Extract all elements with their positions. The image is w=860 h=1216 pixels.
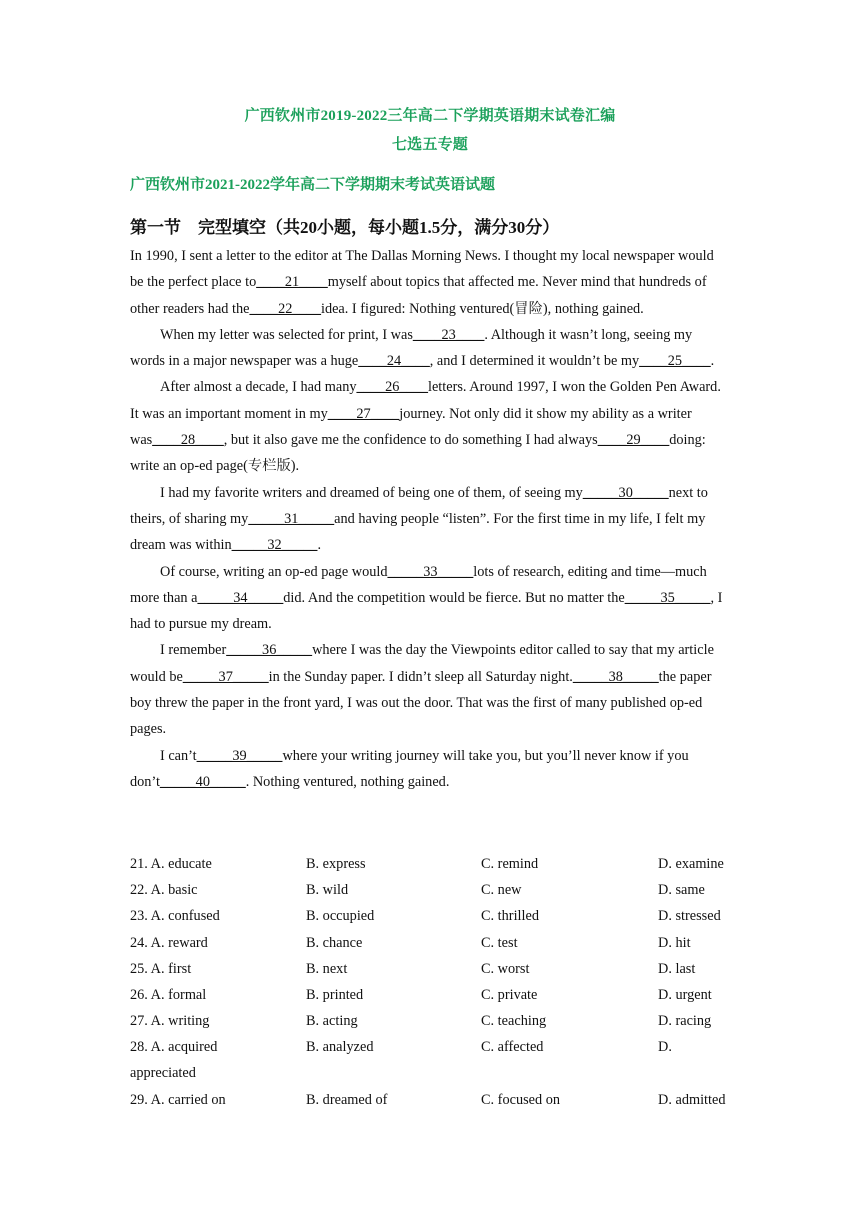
option-c: C. private bbox=[481, 986, 538, 1003]
exam-title: 广西钦州市2021-2022学年高二下学期期末考试英语试题 bbox=[130, 177, 495, 193]
paragraph-5: Of course, writing an op-ed page would_____33_____lots of research, editing and time—much more than a_____34_____did. And the competition would be fierce. But no matter the_____35_____, I had to pursue my dream. bbox=[130, 563, 723, 633]
blank-36: _____36_____ bbox=[226, 642, 313, 659]
option-row-22: 22. A. basic B. wild C. new D. same bbox=[130, 877, 740, 903]
blank-25: ____25____ bbox=[639, 353, 711, 370]
blank-28: ____28____ bbox=[152, 432, 224, 449]
option-a: A. educate bbox=[150, 856, 212, 872]
paragraph-1: In 1990, I sent a letter to the editor at The Dallas Morning News. I thought my local newspaper would be the perfect place to____21____myself about topics that affected me. Never mind that hundreds of other readers had the____22____idea. I figured: Nothing ventured(冒险), nothing gained. bbox=[130, 248, 714, 317]
option-a: A. first bbox=[150, 960, 192, 977]
blank-34: _____34_____ bbox=[197, 589, 284, 606]
section-heading: 第一节 完型填空（共20小题，每小题1.5分，满分30分） bbox=[130, 218, 560, 237]
option-row-24: 24. A. reward B. chance C. test D. hit bbox=[130, 930, 740, 956]
option-d: D. racing bbox=[658, 1013, 712, 1030]
blank-40: _____40_____ bbox=[159, 773, 246, 790]
option-c: C. thrilled bbox=[481, 908, 539, 925]
option-d: D. hit bbox=[658, 934, 691, 951]
document-title: 广西钦州市2019-2022三年高二下学期英语期末试卷汇编 bbox=[244, 108, 616, 124]
option-a: A. formal bbox=[150, 986, 207, 1003]
blank-24: ____24____ bbox=[358, 353, 430, 370]
option-row-29: 29. A. carried on B. dreamed of C. focused on D. admitted bbox=[130, 1087, 740, 1113]
option-b: B. next bbox=[306, 960, 348, 977]
option-d: D. bbox=[658, 1039, 672, 1056]
option-d: D. stressed bbox=[658, 908, 721, 925]
paragraph-3: After almost a decade, I had many____26____letters. Around 1997, I won the Golden Pen Award. It was an important moment in my____27____journey. Not only did it show my ability as a writer was____28____, but it also gave me the confidence to do something I had always____29____doing: write an op-ed page(专栏版). bbox=[130, 379, 721, 475]
option-c: C. remind bbox=[481, 856, 539, 872]
option-b: B. analyzed bbox=[306, 1039, 374, 1056]
document-topic: 七选五专题 bbox=[391, 137, 468, 153]
option-row-27: 27. A. writing B. acting C. teaching D. racing bbox=[130, 1008, 740, 1034]
option-c: C. teaching bbox=[481, 1013, 547, 1030]
blank-39: _____39_____ bbox=[196, 747, 283, 764]
paragraph-4: I had my favorite writers and dreamed of being one of them, of seeing my_____30_____next to theirs, of sharing my_____31_____and having people “listen”. For the first time in my life, I felt my dream was within_____32_____. bbox=[130, 484, 708, 554]
blank-33: _____33_____ bbox=[387, 563, 474, 580]
option-a: A. basic bbox=[150, 882, 198, 899]
blank-22: ____22____ bbox=[249, 300, 321, 317]
answer-options bbox=[130, 851, 740, 1113]
blank-23: ____23____ bbox=[412, 326, 485, 343]
option-row-21: 21. A. educate B. express C. remind D. examine bbox=[130, 851, 740, 877]
option-b: B. occupied bbox=[306, 908, 375, 925]
option-b: B. printed bbox=[306, 986, 364, 1003]
option-a: A. acquired bbox=[150, 1039, 218, 1056]
option-a: A. confused bbox=[150, 908, 220, 925]
blank-29: ____29____ bbox=[597, 432, 670, 449]
option-d: D. admitted bbox=[658, 1091, 726, 1108]
option-a: A. writing bbox=[150, 1013, 210, 1030]
option-b: B. wild bbox=[306, 882, 349, 899]
option-c: C. focused on bbox=[481, 1091, 561, 1108]
option-a: A. carried on bbox=[150, 1091, 226, 1108]
option-c: C. affected bbox=[481, 1039, 544, 1056]
option-d: D. examine bbox=[658, 856, 724, 872]
option-b: B. chance bbox=[306, 934, 363, 951]
blank-27: ____27____ bbox=[327, 405, 400, 422]
option-row-28: 28. A. acquired B. analyzed C. affected D. appreciated bbox=[130, 1034, 740, 1086]
paragraph-2: When my letter was selected for print, I was____23____. Although it wasn’t long, seeing my words in a major newspaper was a huge____24____, and I determined it wouldn’t be my____25____. bbox=[130, 326, 715, 370]
option-d: D. urgent bbox=[658, 986, 712, 1003]
paragraph-7: I can’t_____39_____where your writing journey will take you, but you’ll never know if you don’t_____40_____. Nothing ventured, nothing gained. bbox=[130, 747, 689, 790]
option-d: D. same bbox=[658, 882, 705, 899]
blank-32: _____32_____ bbox=[231, 537, 318, 554]
blank-37: _____37_____ bbox=[182, 668, 269, 685]
paragraph-6: I remember_____36_____where I was the day the Viewpoints editor called to say that my article would be_____37_____in the Sunday paper. I didn’t sleep all Saturday night._____38_____the paper boy threw the paper in the front yard, I was out the door. That was the first of many published op-ed pages. bbox=[130, 642, 714, 738]
option-row-25: 25. A. first B. next C. worst D. last bbox=[130, 956, 740, 982]
option-row-26: 26. A. formal B. printed C. private D. urgent bbox=[130, 982, 740, 1008]
option-d-continued: appreciated bbox=[130, 1065, 196, 1082]
blank-26: ____26____ bbox=[356, 379, 428, 396]
blank-30: _____30_____ bbox=[582, 484, 669, 501]
option-b: B. dreamed of bbox=[306, 1091, 388, 1108]
blank-31: _____31_____ bbox=[248, 510, 335, 527]
option-c: C. test bbox=[481, 934, 518, 951]
option-b: B. acting bbox=[306, 1013, 358, 1030]
blank-38: _____38_____ bbox=[572, 668, 659, 685]
option-a: A. reward bbox=[150, 934, 208, 951]
option-c: C. worst bbox=[481, 960, 530, 977]
option-d: D. last bbox=[658, 960, 696, 977]
option-c: C. new bbox=[481, 882, 522, 899]
option-b: B. express bbox=[306, 856, 366, 872]
blank-35: _____35_____ bbox=[624, 589, 711, 606]
option-row-23: 23. A. confused B. occupied C. thrilled D. stressed bbox=[130, 903, 740, 929]
cloze-passage bbox=[130, 243, 730, 795]
blank-21: ____21____ bbox=[256, 274, 328, 291]
